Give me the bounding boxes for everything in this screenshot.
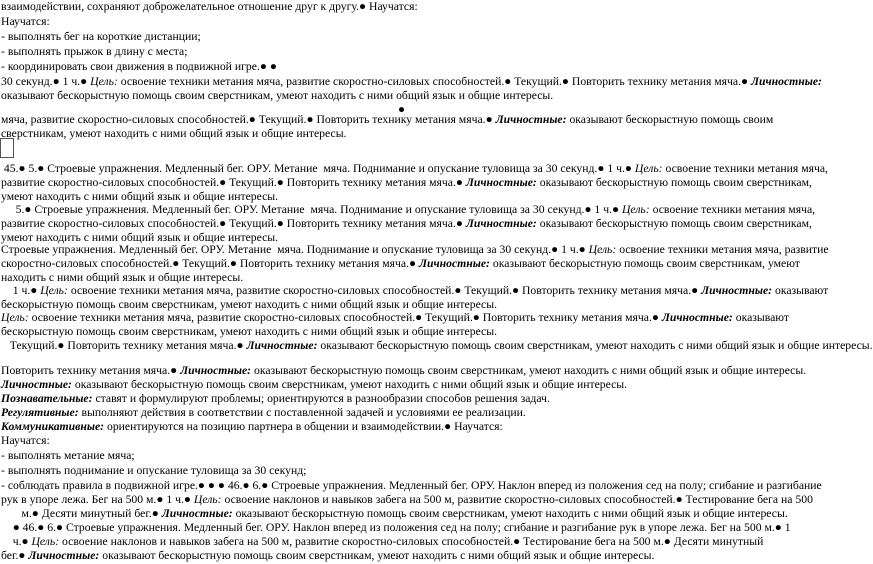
text-line xyxy=(1,521,791,536)
section-label: Личностные: xyxy=(661,311,733,324)
text-run: оказывают xyxy=(772,284,829,297)
text-run: оказывают бескорыстную помощь своим сверстникам, умеют находить с ними общий язык и общие интересы. xyxy=(232,507,788,520)
text-run: оказывают бескорыстную помощь своим сверстникам, умеют находить с ними общий язык и общие интересы. xyxy=(317,339,873,352)
text-line xyxy=(1,449,135,464)
text-run: развитие скоростно-силовых способностей.● Текущий.● Повторить технику метания мяча.● xyxy=(1,176,466,189)
text-line xyxy=(1,479,822,494)
text-run: 1 ч.● xyxy=(1,284,41,297)
section-label: Личностные: xyxy=(28,549,100,562)
text-run: освоение техники метания мяча, развитие скоростно-силовых способностей.● Текущий.● Повторить технику метания мяча.● xyxy=(117,75,751,88)
text-run: освоение наклонов и навыков забега на 500 м, развитие скоростно-силовых способностей.● Тестирование бега на 500 xyxy=(221,493,813,506)
text-run: освоение техники метания мяча, xyxy=(649,203,816,216)
text-line xyxy=(1,311,789,326)
text-run: ставят и формулируют проблемы; ориентируются в разнообразии способов решения задач. xyxy=(92,392,550,405)
text-run: 30 секунд.● 1 ч.● xyxy=(1,75,91,88)
section-label: Регулятивные: xyxy=(1,406,79,419)
text-line xyxy=(1,257,800,272)
text-run: находить с ними общий язык и общие интересы. xyxy=(1,271,244,284)
text-run: выполняют действия в соответствии с поставленной задачей и условиями ее реализации. xyxy=(78,406,526,419)
text-run: рук в упоре лежа. Бег на 500 м.● 1 ч.● xyxy=(1,493,194,506)
text-run: ● 46.● 6.● Строевые упражнения. Медленный бег. ОРУ. Наклон вперед из положения сед на полу; сгибание и разгибание рук в упоре лежа. Бег на 500 м.● 1 xyxy=(1,521,791,534)
text-run: оказывают бескорыстную помощь своим сверстникам, умеют находить с ними общий язык и общие интересы. xyxy=(251,364,807,377)
text-line xyxy=(1,60,277,75)
text-run: скоростно-силовых способностей.● Текущий.● Повторить технику метания мяча.● xyxy=(1,257,419,270)
text-run: ● xyxy=(398,103,406,116)
text-line xyxy=(1,0,418,15)
text-run: - выполнять метание мяча; xyxy=(1,449,135,462)
text-line xyxy=(1,203,815,218)
goal-label: Цель: xyxy=(40,284,68,297)
text-run: Научатся: xyxy=(1,15,50,28)
text-line xyxy=(1,162,828,177)
text-run: - выполнять поднимание и опускание туловища за 30 секунд; xyxy=(1,464,307,477)
text-run: освоение техники метания мяча, развитие xyxy=(616,243,829,256)
text-run: - соблюдать правила в подвижной игре.● ● ● 46.● 6.● Строевые упражнения. Медленный бег. ОРУ. Наклон вперед из положения сед на полу; сгибание и разгибание xyxy=(1,479,822,492)
text-run: взаимодействии, сохраняют доброжелательное отношение друг к другу.● Научатся: xyxy=(1,0,418,13)
text-run: Повторить технику метания мяча.● xyxy=(1,364,181,377)
section-label: Личностные: xyxy=(180,364,252,377)
text-run: Научатся: xyxy=(1,434,50,447)
text-run: бескорыстную помощь своим сверстникам, умеют находить с ними общий язык и общие интересы. xyxy=(1,325,498,338)
text-run: оказывают бескорыстную помощь своим сверстникам, xyxy=(536,176,812,189)
text-line xyxy=(1,434,50,449)
text-run: Строевые упражнения. Медленный бег. ОРУ. Метание мяча. Поднимание и опускание туловища за 30 секунд.● 1 ч.● xyxy=(1,243,589,256)
text-line xyxy=(1,284,828,299)
text-run: - выполнять прыжок в длину с места; xyxy=(1,45,188,58)
section-label: Личностные: xyxy=(495,113,567,126)
section-label: Коммуникативные: xyxy=(1,420,105,433)
text-line xyxy=(1,75,822,90)
text-run: оказывают бескорыстную помощь своим сверстникам, умеют находить с ними общий язык и общие интересы. xyxy=(71,378,628,391)
text-run: 45.● 5.● Строевые упражнения. Медленный бег. ОРУ. Метание мяча. Поднимание и опускание туловища за 30 секунд.● 1 ч.● xyxy=(1,162,635,175)
text-line xyxy=(1,15,50,30)
text-line xyxy=(1,535,763,550)
text-run: оказывают бескорыстную помощь своим сверстникам, умеют xyxy=(489,257,800,270)
text-line xyxy=(1,406,526,421)
text-run: освоение техники метания мяча, xyxy=(662,162,828,175)
section-label: Личностные: xyxy=(246,339,318,352)
text-run: мяча, развитие скоростно-силовых способностей.● Текущий.● Повторить технику метания мяча.● xyxy=(1,113,496,126)
text-run: умеют находить с ними общий язык и общие интересы. xyxy=(1,190,279,203)
goal-label: Цель: xyxy=(1,311,29,324)
text-line xyxy=(1,464,306,479)
text-run: оказывают xyxy=(732,311,789,324)
goal-label: Цель: xyxy=(193,493,222,506)
text-line xyxy=(1,30,201,45)
section-label: Личностные: xyxy=(751,75,822,88)
text-run: ориентируются на позицию партнера в общении и взаимодействии.● Научатся: xyxy=(104,420,503,433)
text-line xyxy=(1,339,873,354)
goal-label: Цель: xyxy=(588,243,617,256)
goal-label: Цель: xyxy=(31,535,60,548)
text-run: развитие скоростно-силовых способностей.● Текущий.● Повторить технику метания мяча.● xyxy=(1,217,466,230)
goal-label: Цель: xyxy=(621,203,650,216)
text-run: оказывают бескорыстную помощь своим сверстникам, умеют находить с ними общий язык и общие интересы. xyxy=(99,549,655,562)
text-line xyxy=(1,113,773,128)
text-line xyxy=(1,243,829,258)
goal-label: Цель: xyxy=(90,75,118,88)
text-line xyxy=(1,364,806,379)
text-run: оказывают бескорыстную помощь своим xyxy=(566,113,774,126)
text-run: Текущий.● Повторить технику метания мяча.● xyxy=(1,339,247,352)
text-line xyxy=(1,549,654,564)
text-run: оказывают бескорыстную помощь своим сверстникам, умеют находить с ними общий язык и общие интересы. xyxy=(1,89,554,102)
text-line xyxy=(1,45,187,60)
text-line xyxy=(1,127,346,142)
section-label: Личностные: xyxy=(418,257,490,270)
text-line xyxy=(1,493,813,508)
text-run: - координировать свои движения в подвижной игре.● ● xyxy=(1,60,277,73)
text-line xyxy=(1,89,553,104)
text-run: освоение техники метания мяча, развитие скоростно-силовых способностей.● Текущий.● Повторить технику метания мяча.● xyxy=(28,311,662,324)
section-label: Личностные: xyxy=(1,378,72,391)
text-run: оказывают бескорыстную помощь своим сверстникам, xyxy=(536,217,812,230)
text-run: м.● Десяти минутный бег.● xyxy=(1,507,162,520)
text-line xyxy=(1,392,550,407)
text-line xyxy=(1,176,812,191)
section-label: Личностные: xyxy=(161,507,233,520)
text-run: 5.● Строевые упражнения. Медленный бег. ОРУ. Метание мяча. Поднимание и опускание туловища за 30 секунд.● 1 ч.● xyxy=(1,203,622,216)
text-run: сверстникам, умеют находить с ними общий язык и общие интересы. xyxy=(1,127,347,140)
section-label: Личностные: xyxy=(465,176,537,189)
text-run: - выполнять бег на короткие дистанции; xyxy=(1,30,201,43)
text-run: умеют находить с ними общий язык и общие интересы. xyxy=(1,231,279,244)
text-line xyxy=(1,378,627,393)
section-label: Личностные: xyxy=(465,217,537,230)
goal-label: Цель: xyxy=(634,162,663,175)
text-run: освоение техники метания мяча, развитие скоростно-силовых способностей.● Текущий.● Повторить технику метания мяча.● xyxy=(67,284,702,297)
section-label: Личностные: xyxy=(701,284,773,297)
text-line xyxy=(1,507,788,522)
text-run: ч.● xyxy=(1,535,32,548)
text-line xyxy=(1,325,497,340)
text-line xyxy=(1,420,503,435)
text-line xyxy=(1,217,812,232)
text-run: бескорыстную помощь своим сверстникам, умеют находить с ними общий язык и общие интересы. xyxy=(1,298,498,311)
text-run: бег.● xyxy=(1,549,29,562)
section-label: Познавательные: xyxy=(1,392,93,405)
text-run: освоение наклонов и навыков забега на 500 м, развитие скоростно-силовых способностей.● Тестирование бега на 500 м.● Десяти минутный xyxy=(59,535,764,548)
